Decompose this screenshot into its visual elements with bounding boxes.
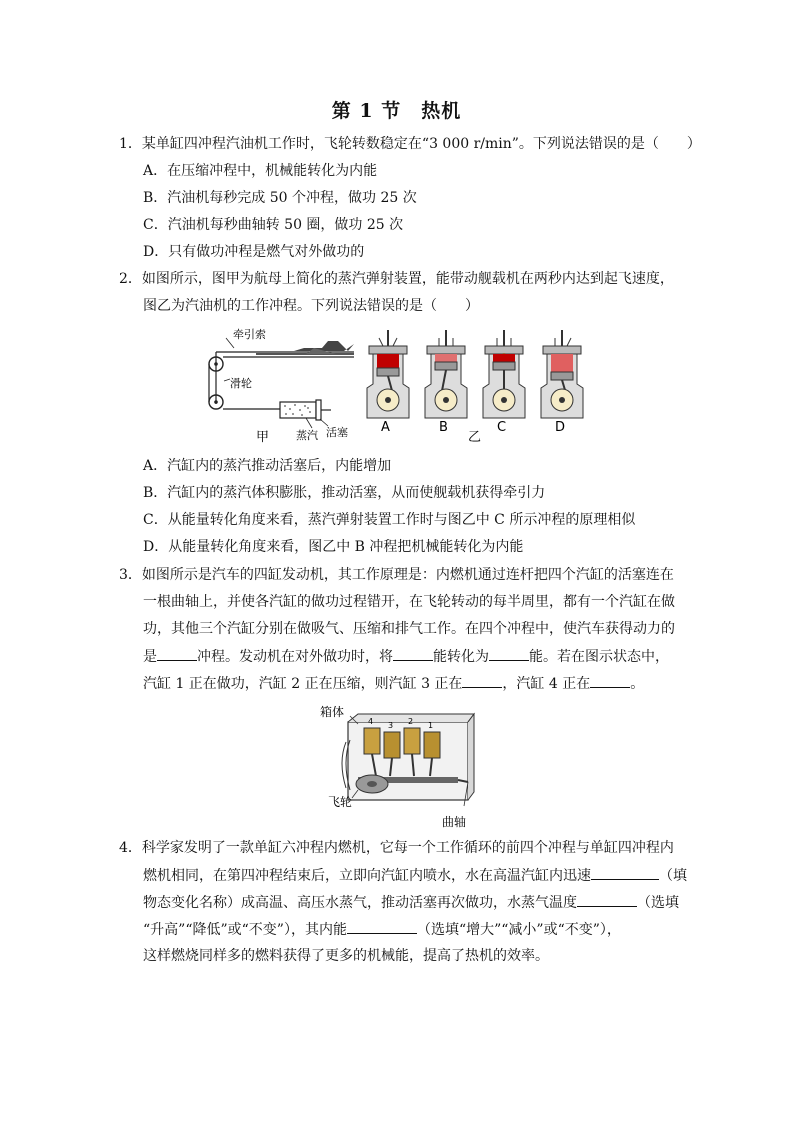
q1-option-d: D．只有做功冲程是燃气对外做功的 xyxy=(143,244,365,260)
engine-label-a: A xyxy=(381,420,390,435)
q4-line4-part2: （选填“增大”“减小”或“不变”）， xyxy=(416,922,621,938)
answer-blank[interactable] xyxy=(590,673,630,688)
q3-line5-part1: 汽缸 1 正在做功，汽缸 2 正在压缩，则汽缸 3 正在 xyxy=(143,676,463,692)
q4-line3-part1: 物态变化名称）成高温、高压水蒸气，推动活塞再次做功，水蒸气温度 xyxy=(143,895,577,911)
q3-line5 xyxy=(143,673,644,694)
q2-option-c: C．从能量转化角度来看，蒸汽弹射装置工作时与图乙中 C 所示冲程的原理相似 xyxy=(143,512,636,528)
q3-line4-part4: 能。若在图示状态中， xyxy=(529,649,669,665)
answer-blank[interactable] xyxy=(157,646,197,661)
label-piston: 活塞 xyxy=(326,426,348,439)
q2-stem-line1: 2．如图所示，图甲为航母上简化的蒸汽弹射装置，能带动舰载机在两秒内达到起飞速度， xyxy=(119,271,674,287)
engine-label-b: B xyxy=(439,420,448,435)
q1-option-b: B．汽油机每秒完成 50 个冲程，做功 25 次 xyxy=(143,190,417,206)
answer-blank[interactable] xyxy=(489,646,529,661)
cyl-number-1: 1 xyxy=(428,721,434,730)
q3-line4-part2: 冲程。发动机在对外做功时，将 xyxy=(197,649,393,665)
label-crankshaft: 曲轴 xyxy=(442,815,467,829)
engine-stroke-a xyxy=(367,330,409,435)
q4-line3 xyxy=(143,892,679,913)
engine-stroke-d xyxy=(541,330,583,435)
label-yi: 乙 xyxy=(468,430,482,445)
q4-line3-part2: （选填 xyxy=(637,895,679,911)
q1-option-c: C．汽油机每秒曲轴转 50 圈，做功 25 次 xyxy=(143,217,404,233)
q3-line5-part3: 。 xyxy=(630,676,645,692)
q3-line4 xyxy=(143,646,669,667)
cyl-number-3: 3 xyxy=(388,721,394,730)
q2-option-d: D．从能量转化角度来看，图乙中 B 冲程把机械能转化为内能 xyxy=(143,539,524,555)
answer-blank[interactable] xyxy=(591,865,659,880)
label-box: 箱体 xyxy=(320,705,345,719)
q4-line2-part2: （填 xyxy=(659,868,687,884)
answer-blank[interactable] xyxy=(577,892,637,907)
cyl-number-2: 2 xyxy=(408,717,414,726)
label-flywheel: 飞轮 xyxy=(328,795,353,809)
q4-line5: 这样燃烧同样多的燃料获得了更多的机械能，提高了热机的效率。 xyxy=(143,948,549,964)
q4-line2-part1: 燃机相同，在第四冲程结束后，立即向汽缸内喷水，水在高温汽缸内迅速 xyxy=(143,868,591,884)
q3-line2: 一根曲轴上，并使各汽缸的做功过程错开，在飞轮转动的每半周里，都有一个汽缸在做 xyxy=(143,594,675,610)
q4-line1: 4．科学家发明了一款单缸六冲程内燃机，它每一个工作循环的前四个冲程与单缸四冲程内 xyxy=(119,840,674,856)
q3-figure xyxy=(318,702,478,832)
answer-blank[interactable] xyxy=(393,646,433,661)
engine-label-d: D xyxy=(555,420,566,435)
answer-blank[interactable] xyxy=(462,673,502,688)
q2-option-b: B．汽缸内的蒸汽体积膨胀，推动活塞，从而使舰载机获得牵引力 xyxy=(143,485,546,501)
q4-line2 xyxy=(143,865,687,886)
q3-line1: 3．如图所示是汽车的四缸发动机，其工作原理是：内燃机通过连杆把四个汽缸的活塞连在 xyxy=(119,567,674,583)
q1-stem: 1．某单缸四冲程汽油机工作时，飞轮转数稳定在“3 000 r/min”。下列说法错误的是（ ） xyxy=(119,136,701,152)
label-jia: 甲 xyxy=(256,430,270,445)
label-cable: 牵引索 xyxy=(233,328,266,341)
q2-stem-line2: 图乙为汽油机的工作冲程。下列说法错误的是（ ） xyxy=(143,298,479,314)
q4-line4-part1: “升高”“降低”或“不变”），其内能 xyxy=(143,922,347,938)
q3-line4-part3: 能转化为 xyxy=(433,649,489,665)
engine-stroke-c xyxy=(483,330,525,435)
q1-option-a: A．在压缩冲程中，机械能转化为内能 xyxy=(143,163,378,179)
engine-label-c: C xyxy=(497,420,507,435)
q3-line4-part1: 是 xyxy=(143,649,157,665)
engine-stroke-b xyxy=(425,330,467,435)
q3-line5-part2: ，汽缸 4 正在 xyxy=(502,676,591,692)
q2-option-a: A．汽缸内的蒸汽推动活塞后，内能增加 xyxy=(143,458,392,474)
answer-blank[interactable] xyxy=(347,919,417,934)
q3-line3: 功，其他三个汽缸分别在做吸气、压缩和排气工作。在四个冲程中，使汽车获得动力的 xyxy=(143,621,675,637)
q4-line4 xyxy=(143,919,621,940)
page-title: 第 1 节 热机 xyxy=(331,100,462,122)
label-steam: 蒸汽 xyxy=(296,429,318,442)
q2-figure xyxy=(196,324,596,448)
label-pulley: 滑轮 xyxy=(230,377,252,390)
cyl-number-4: 4 xyxy=(368,717,374,726)
